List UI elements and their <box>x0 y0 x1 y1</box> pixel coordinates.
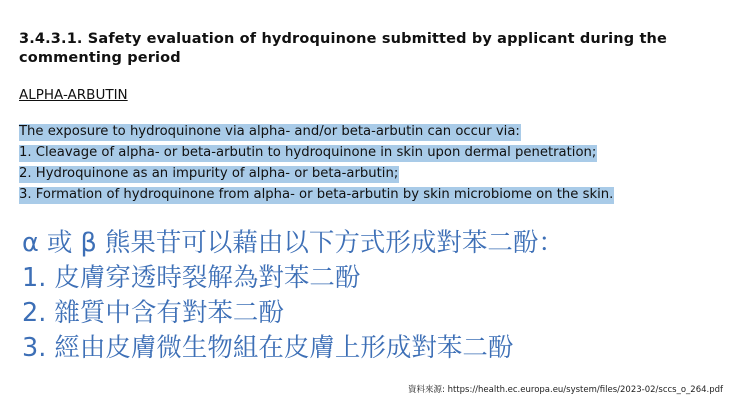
highlighted-line-text: 1. Cleavage of alpha- or beta-arbutin to hydroquinone in skin upon dermal penetration; <box>19 145 597 160</box>
highlighted-line-text: The exposure to hydroquinone via alpha- and/or beta-arbutin can occur via: <box>19 124 520 139</box>
chinese-line: 2. 雜質中含有對苯二酚 <box>22 298 284 328</box>
chinese-line: α 或 β 熊果苷可以藉由以下方式形成對苯二酚： <box>22 228 564 258</box>
subheading: ALPHA-ARBUTIN <box>19 87 128 103</box>
chinese-line: 1. 皮膚穿透時裂解為對苯二酚 <box>22 263 361 293</box>
highlighted-passage <box>19 122 724 206</box>
highlighted-line <box>19 122 724 143</box>
chinese-summary <box>22 226 722 366</box>
section-heading: 3.4.3.1. Safety evaluation of hydroquinone submitted by applicant during the commenting period <box>19 31 668 66</box>
chinese-line: 3. 經由皮膚微生物組在皮膚上形成對苯二酚 <box>22 333 514 363</box>
highlighted-line <box>19 143 724 164</box>
source-note: 資料來源: https://health.ec.europa.eu/system/files/2023-02/sccs_o_264.pdf <box>408 385 723 395</box>
highlighted-line-text: 2. Hydroquinone as an impurity of alpha- or beta-arbutin; <box>19 166 399 181</box>
highlighted-line <box>19 164 724 185</box>
highlighted-line-text: 3. Formation of hydroquinone from alpha- or beta-arbutin by skin microbiome on the skin. <box>19 187 614 202</box>
highlighted-line <box>19 185 724 206</box>
